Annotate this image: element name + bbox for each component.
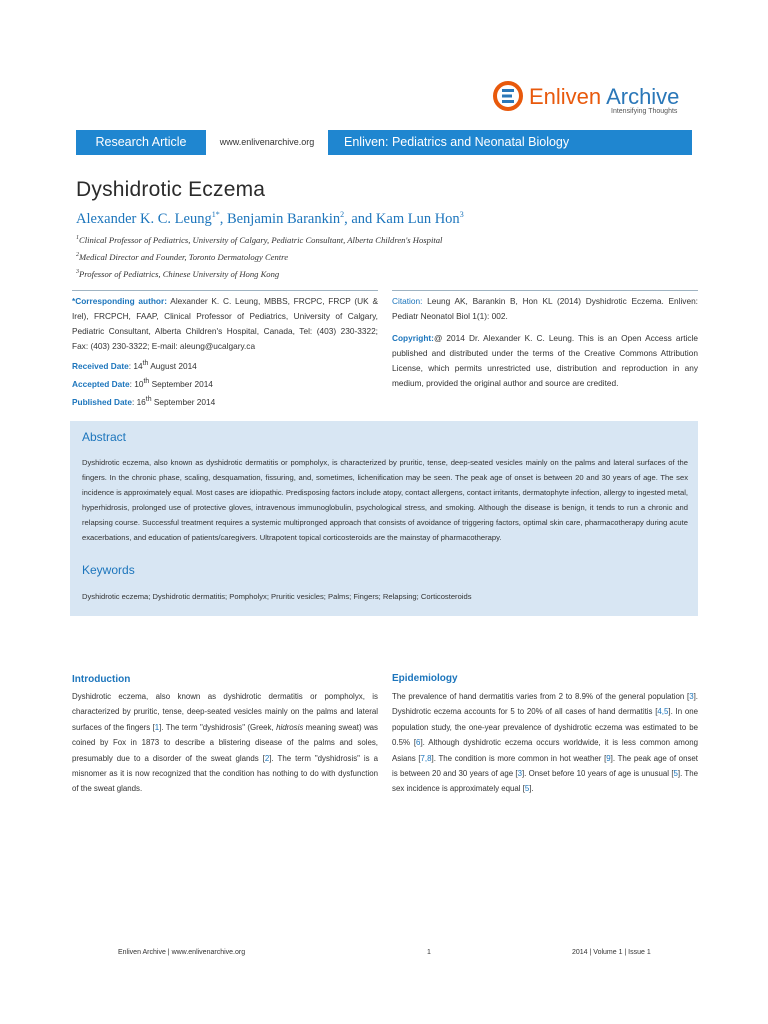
citation-block <box>392 294 698 324</box>
date-rest: September 2014 <box>151 396 216 407</box>
epidemiology-text <box>392 689 698 797</box>
footer-page-number: 1 <box>427 949 431 956</box>
date-rest: September 2014 <box>149 378 213 389</box>
text-run: ]. <box>529 784 534 794</box>
accepted-date: Accepted Date: 10th September 2014 <box>72 377 213 389</box>
logo-tagline: Intensifying Thoughts <box>611 108 678 115</box>
text-run: ]. The sex incidence is approximately equal [ <box>392 769 699 794</box>
author-separator: , <box>219 210 227 227</box>
article-title: Dyshidrotic Eczema <box>76 178 266 201</box>
enliven-logo-icon <box>493 81 523 111</box>
text-run-italic: hidrosis <box>276 722 304 732</box>
author-sup: 1* <box>211 210 220 219</box>
citation-label: Citation: <box>392 296 423 306</box>
author-sup: 3 <box>459 210 464 219</box>
affiliation-3 <box>76 269 279 279</box>
reference-link[interactable]: 4,5 <box>657 707 669 717</box>
author-name: Kam Lun Hon <box>375 210 460 227</box>
footer-journal: Enliven Archive | www.enlivenarchive.org <box>118 949 246 956</box>
reference-link[interactable]: 3 <box>689 692 694 701</box>
abstract-text: Dyshidrotic eczema, also known as dyshidrotic dermatitis or pompholyx, is characterized by pruritic, tense, deep-seated vesicles mainly on the palms and lateral surfaces of the fingers. In the chronic phase, scaling, desquamation, fissuring, and, sometimes, lichenification may be seen. The peak age of onset is between 20 and 30 years of age. The sex incidence is approximately equal. Most cases are idiopathic. Predisposing factors include atopy, contact allergens, contact irritants, dermatophyte infection, allergy to ingested metal, hyperhidrosis, prolonged use of protective gloves, intravenous immunoglobulin, psychological stress, and smoking. Although the disease is benign, it tends to run a chronic and relapsing course. Successful treatment requires a systemic multipronged approach that consists of avoidance of triggering factors, optimal skin care, pharmacotherapy during acute exacerbations, and education of patients/caregivers. Ultrapotent topical corticosteroids are the mainstay of pharmacotherapy. <box>82 458 688 542</box>
logo-wordmark <box>529 84 679 110</box>
correspondence-label: *Corresponding author: <box>72 296 167 306</box>
divider <box>392 290 698 291</box>
date-suffix: th <box>142 360 149 367</box>
text-run: ]. Dyshidrotic eczema accounts for 5 to 20% of all cases of hand dermatitis [ <box>392 692 698 717</box>
date-label: Published Date <box>72 396 132 407</box>
keywords-text: Dyshidrotic eczema; Dyshidrotic dermatitis; Pompholyx; Pruritic vesicles; Palms; Fingers; Relapsing; Corticosteroids <box>82 592 472 601</box>
abstract-heading: Abstract <box>82 430 127 444</box>
reference-link[interactable]: 7,8 <box>420 753 432 763</box>
copyright-text: @ 2014 Dr. Alexander K. C. Leung. This is an Open Access article published and distributed under the terms of the Creative Commons Attribution License, which permits unrestricted use, distribution and reproduction in any medium, provided the original author and source are credited. <box>392 333 698 388</box>
date-rest: August 2014 <box>148 360 197 371</box>
affiliation-sup: 3 <box>76 269 79 276</box>
divider <box>72 290 378 291</box>
text-run: ]. The term "dyshidrosis" (Greek, <box>159 722 277 732</box>
introduction-heading: Introduction <box>72 674 131 685</box>
keywords-heading: Keywords <box>82 563 135 577</box>
abstract-box <box>70 421 698 616</box>
footer-volume: 2014 | Volume 1 | Issue 1 <box>572 949 651 956</box>
date-day: 14 <box>133 360 143 371</box>
reference-link[interactable]: 5 <box>673 769 678 779</box>
correspondence-text: Alexander K. C. Leung, MBBS, FRCPC, FRCP (UK & Irel), FRCPCH, FAAP, Clinical Professor of Pediatrics, University of Calgary, Pediatric Consultant, Alberta Children's Hospital, Canada, Tel: (403) 230-3322; Fax: (403) 230-3322; E-mail: aleung@ucalgary.ca <box>72 296 378 351</box>
published-date: Published Date: 16th September 2014 <box>72 395 216 407</box>
text-run: ]. The peak age of onset is between 20 and 30 years of age [ <box>392 753 698 779</box>
affiliation-text: Professor of Pediatrics, Chinese University of Hong Kong <box>79 269 280 279</box>
introduction-text <box>72 689 378 797</box>
epidemiology-heading: Epidemiology <box>392 673 458 684</box>
text-run: ]. In one population study, the one-year prevalence of dyshidrotic eczema was estimated to be 0.5% [ <box>392 707 698 748</box>
text-run: Dyshidrotic eczema, also known as dyshidrotic dermatitis or pompholyx, is characterized by pruritic, tense, deep-seated vesicles mainly on the palms and lateral surfaces of the fingers [ <box>72 692 378 732</box>
date-day: 16 <box>136 396 146 407</box>
affiliation-text: Medical Director and Founder, Toronto Dermatology Centre <box>79 252 289 262</box>
author-name: Benjamin Barankin <box>226 210 341 227</box>
dates-block <box>72 356 378 409</box>
text-run: ]. Although dyshidrotic eczema occurs worldwide, it is less common among Asians [ <box>392 738 698 763</box>
date-label: Accepted Date <box>72 378 130 389</box>
reference-link[interactable]: 6 <box>416 738 421 748</box>
text-run: The prevalence of hand dermatitis varies from 2 to 8.9% of the general population [ <box>392 692 690 701</box>
citation-text: Leung AK, Barankin B, Hon KL (2014) Dyshidrotic Eczema. Enliven: Pediatr Neonatol Biol 1(1): 002. <box>392 296 698 321</box>
author-separator: , and <box>344 210 376 227</box>
reference-link[interactable]: 3 <box>517 769 522 779</box>
text-run: ]. The term "dyshidrosis" is a misnomer as it is now recognized that the condition has nothing to do with dysfunction of the sweat glands. <box>72 753 378 794</box>
affiliation-1 <box>76 235 442 245</box>
received-date: Received Date: 14th August 2014 <box>72 360 197 371</box>
author-sup: 2 <box>340 210 345 219</box>
reference-link[interactable]: 1 <box>154 722 160 732</box>
reference-link[interactable]: 5 <box>524 784 530 794</box>
author-name: Alexander K. C. Leung <box>76 210 212 227</box>
affiliation-sup: 2 <box>76 252 79 259</box>
copyright-block <box>392 331 698 391</box>
correspondence-block <box>72 294 378 354</box>
date-suffix: th <box>145 395 152 403</box>
reference-link[interactable]: 9 <box>606 753 611 763</box>
affiliation-text: Clinical Professor of Pediatrics, University of Calgary, Pediatric Consultant, Alberta Children's Hospital <box>79 235 443 245</box>
article-type-badge: Research Article <box>76 130 206 155</box>
logo-name-part1: Enliven <box>529 84 602 109</box>
reference-link[interactable]: 2 <box>264 753 270 763</box>
date-day: 10 <box>134 378 144 389</box>
affiliation-sup: 1 <box>76 235 79 242</box>
journal-url-link[interactable]: www.enlivenarchive.org <box>219 137 315 147</box>
author-list <box>76 210 464 228</box>
date-label: Received Date <box>72 360 129 371</box>
affiliation-2 <box>76 252 288 262</box>
logo-name-part2: Archive <box>606 84 680 109</box>
date-suffix: th <box>143 377 150 385</box>
journal-name-banner: Enliven: Pediatrics and Neonatal Biology <box>328 130 692 155</box>
text-run: ]. Onset before 10 years of age is unusual [ <box>521 769 674 779</box>
text-run: ]. The condition is more common in hot weather [ <box>431 753 607 763</box>
text-run: meaning sweat) was coined by Fox in 1873 to describe a blistering disease of the palms and soles, presumably due to a disorder of the sweat glands [ <box>72 722 378 763</box>
copyright-label: Copyright: <box>392 333 434 343</box>
